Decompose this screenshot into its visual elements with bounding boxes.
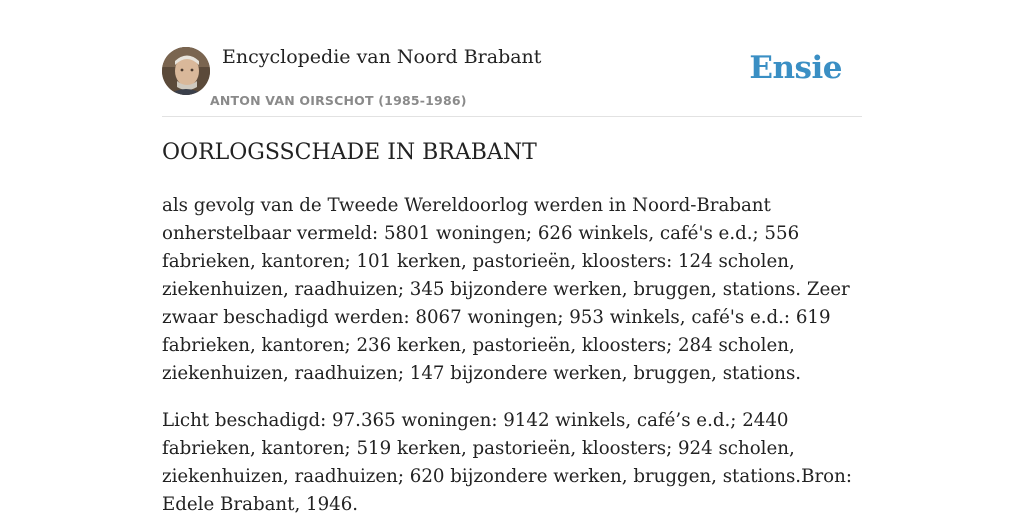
article-header <box>162 0 862 117</box>
author-name[interactable]: ANTON VAN OIRSCHOT (1985-1986) <box>210 93 467 108</box>
author-portrait-icon <box>162 47 210 95</box>
article-paragraph: als gevolg van de Tweede Wereldoorlog werden in Noord-Brabant onherstelbaar vermeld: 5801 woningen; 626 winkels, café's e.d.; 556 fabrieken, kantoren; 101 kerken, pastorieën, kloosters: 124 scholen, ziekenhuizen, raadhuizen; 345 bijzondere werken, bruggen, stations. Zeer zwaar beschadigd werden: 8067 woningen; 953 winkels, café's e.d.: 619 fabrieken, kantoren; 236 kerken, pastorieën, kloosters; 284 scholen, ziekenhuizen, raadhuizen; 147 bijzondere werken, bruggen, stations. <box>162 195 850 384</box>
article-title: OORLOGSSCHADE IN BRABANT <box>162 140 537 165</box>
article-paragraph: Licht beschadigd: 97.365 woningen: 9142 winkels, café’s e.d.; 2440 fabrieken, kantoren; 519 kerken, pastorieën, kloosters; 924 scholen, ziekenhuizen, raadhuizen; 620 bijzondere werken, bruggen, stations.Bron: Edele Brabant, 1946. <box>162 410 852 515</box>
article-card <box>162 0 862 515</box>
source-title[interactable]: Encyclopedie van Noord Brabant <box>222 46 542 68</box>
ensie-logo[interactable]: Ensie <box>749 50 842 86</box>
author-avatar[interactable] <box>162 47 210 95</box>
